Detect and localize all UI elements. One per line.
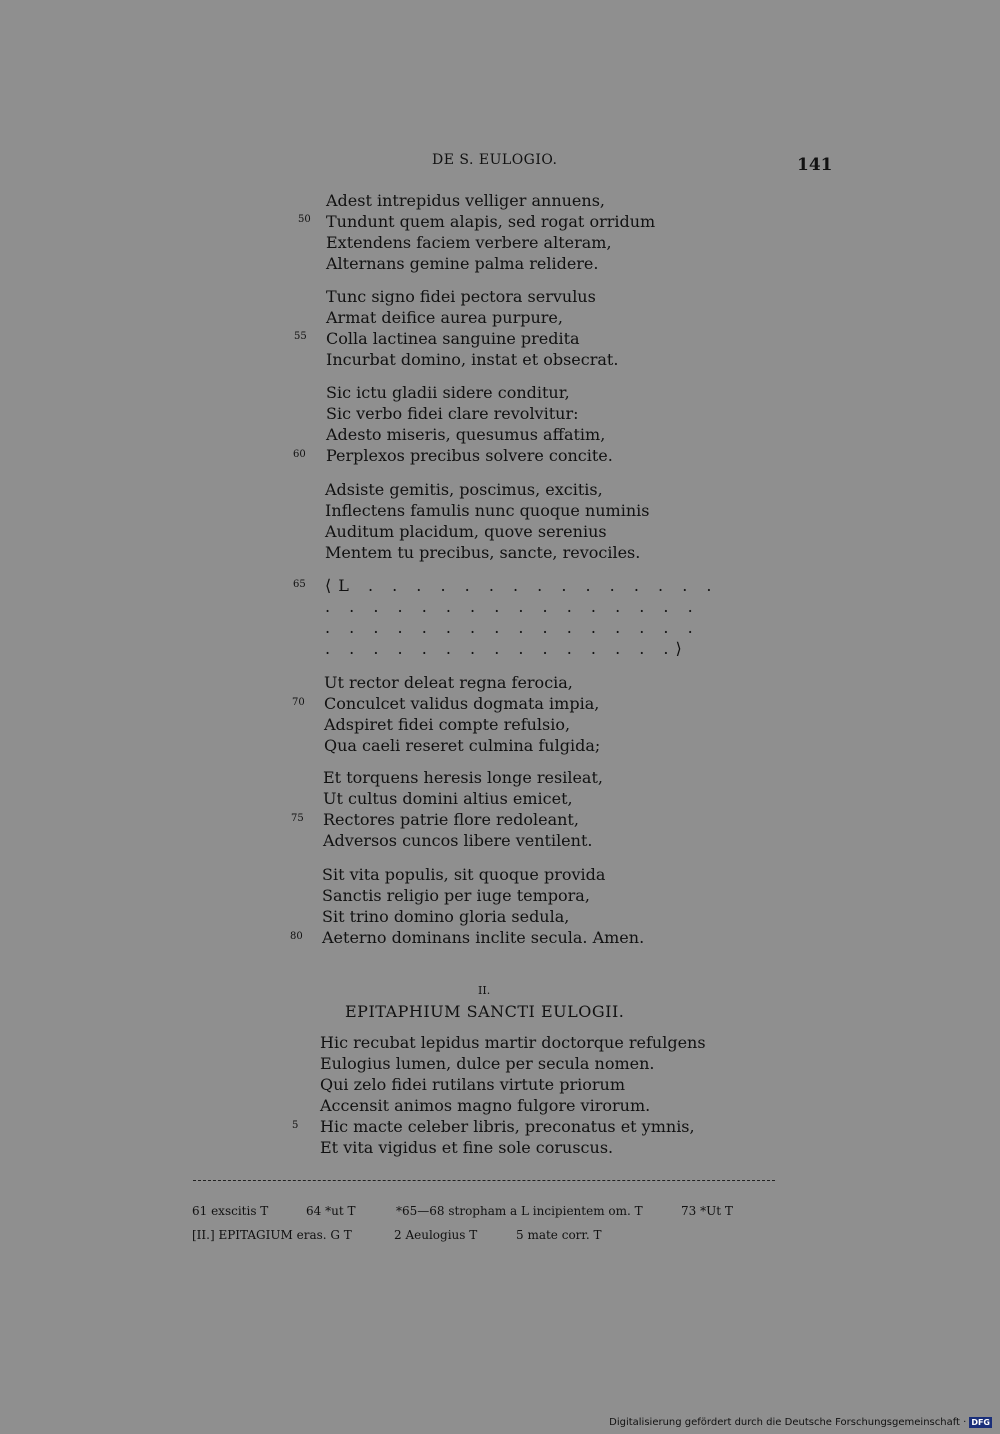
line-number: 50 <box>298 214 311 225</box>
line-number: 80 <box>290 931 303 942</box>
lacuna-line: . . . . . . . . . . . . . . .⟩ <box>325 639 689 658</box>
poem-line: Alternans gemine palma relidere. <box>326 254 599 273</box>
poem-line: Incurbat domino, instat et obsecrat. <box>326 350 619 369</box>
poem-line: Colla lactinea sanguine predita <box>326 329 580 348</box>
epitaph-line: Qui zelo fidei rutilans virtute priorum <box>320 1075 625 1094</box>
apparatus-note: 73 *Ut T <box>681 1204 733 1218</box>
poem-line: Tundunt quem alapis, sed rogat orridum <box>326 212 656 231</box>
apparatus-note: 64 *ut T <box>306 1204 356 1218</box>
poem-line: Ut cultus domini altius emicet, <box>323 789 573 808</box>
page-number: 141 <box>797 155 833 175</box>
lacuna-line: . . . . . . . . . . . . . . . . <box>325 618 700 637</box>
poem-line: Adspiret fidei compte refulsio, <box>324 715 571 734</box>
apparatus-note: *65—68 stropham a L incipientem om. T <box>396 1204 643 1218</box>
apparatus-note: [II.] EPITAGIUM eras. G T <box>192 1228 352 1242</box>
epitaph-line: Accensit animos magno fulgore virorum. <box>320 1096 651 1115</box>
poem-line: Sit vita populis, sit quoque provida <box>322 865 606 884</box>
lacuna-line: ⟨L . . . . . . . . . . . . . . . <box>325 576 719 595</box>
poem-line: Adsiste gemitis, poscimus, excitis, <box>325 480 603 499</box>
poem-line: Sit trino domino gloria sedula, <box>322 907 570 926</box>
epitaph-line: Et vita vigidus et fine sole coruscus. <box>320 1138 614 1157</box>
poem-line: Ut rector deleat regna ferocia, <box>324 673 573 692</box>
poem-line: Mentem tu precibus, sancte, revociles. <box>325 543 641 562</box>
poem-line: Armat deifice aurea purpure, <box>326 308 563 327</box>
poem-line: Qua caeli reseret culmina fulgida; <box>324 736 601 755</box>
line-number: 55 <box>294 331 307 342</box>
epitaph-line: Hic macte celeber libris, preconatus et ymnis, <box>320 1117 695 1136</box>
line-number: 60 <box>293 449 306 460</box>
apparatus-note: 61 exscitis T <box>192 1204 269 1218</box>
digitization-footer <box>609 1417 992 1428</box>
apparatus-note: 5 mate corr. T <box>516 1228 602 1242</box>
poem-line: Aeterno dominans inclite secula. Amen. <box>322 928 645 947</box>
poem-line: Inflectens famulis nunc quoque numinis <box>325 501 650 520</box>
footer-text: Digitalisierung gefördert durch die Deutsche Forschungsgemeinschaft · <box>609 1417 967 1428</box>
poem-line: Conculcet validus dogmata impia, <box>324 694 600 713</box>
poem-line: Adest intrepidus velliger annuens, <box>326 191 605 210</box>
poem-line: Adversos cuncos libere ventilent. <box>323 831 593 850</box>
lacuna-line: . . . . . . . . . . . . . . . . <box>325 597 700 616</box>
poem-line: Extendens faciem verbere alteram, <box>326 233 612 252</box>
poem-line: Perplexos precibus solvere concite. <box>326 446 613 465</box>
apparatus-rule <box>193 1180 775 1182</box>
section-number: II. <box>478 984 491 997</box>
poem-line: Sanctis religio per iuge tempora, <box>322 886 590 905</box>
line-number: 75 <box>291 813 304 824</box>
line-number: 5 <box>292 1120 299 1131</box>
poem-line: Tunc signo fidei pectora servulus <box>326 287 596 306</box>
poem-line: Sic verbo fidei clare revolvitur: <box>326 404 579 423</box>
running-header: DE S. EULOGIO. <box>432 152 558 168</box>
section-title: EPITAPHIUM SANCTI EULOGII. <box>345 1002 625 1021</box>
apparatus-note: 2 Aeulogius T <box>394 1228 478 1242</box>
poem-line: Sic ictu gladii sidere conditur, <box>326 383 570 402</box>
dfg-logo: DFG <box>971 1418 990 1427</box>
epitaph-line: Eulogius lumen, dulce per secula nomen. <box>320 1054 655 1073</box>
poem-line: Adesto miseris, quesumus affatim, <box>326 425 606 444</box>
poem-line: Auditum placidum, quove serenius <box>325 522 607 541</box>
epitaph-line: Hic recubat lepidus martir doctorque refulgens <box>320 1033 706 1052</box>
poem-line: Et torquens heresis longe resileat, <box>323 768 603 787</box>
line-number: 65 <box>293 579 306 590</box>
line-number: 70 <box>292 697 305 708</box>
poem-line: Rectores patrie flore redoleant, <box>323 810 579 829</box>
